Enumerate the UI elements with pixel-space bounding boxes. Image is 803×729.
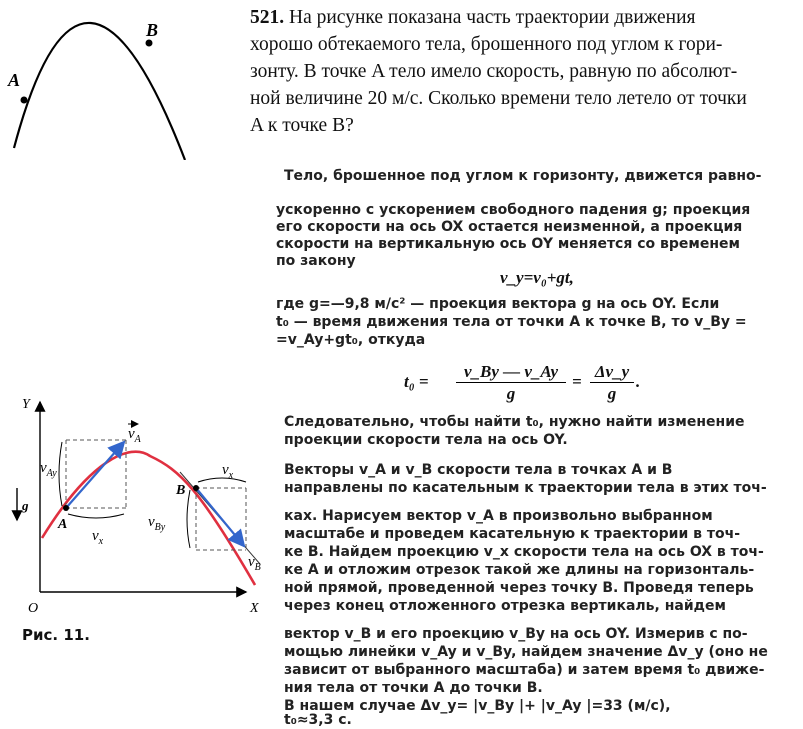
problem-line-2: хорошо обтекаемого тела, брошенного под углом к гори- bbox=[250, 34, 723, 55]
va-vector bbox=[66, 442, 124, 508]
point-a-dot bbox=[63, 505, 69, 511]
solution-line-6: где g=—9,8 м/с² — проекция вектора g на ось OY. Если bbox=[276, 296, 720, 312]
formula-t0-eq: = bbox=[572, 372, 582, 391]
problem-statement bbox=[250, 4, 795, 139]
solution-line-5: по закону bbox=[276, 253, 356, 269]
vby-brace bbox=[187, 490, 190, 548]
solution-line-17: ной прямой, проведенной через точку B. Проведя теперь bbox=[284, 580, 754, 596]
solution-line-14: масштабе и проведем касательную к траектории в точ- bbox=[284, 526, 741, 542]
formula-t0-num: v_By — v_Ay bbox=[456, 362, 566, 383]
problem-line-1 bbox=[250, 4, 795, 31]
problem-line-text: На рисунке показана часть траектории движения bbox=[289, 7, 696, 28]
problem-number: 521. bbox=[250, 7, 285, 28]
vb-vector bbox=[196, 488, 244, 546]
trajectory-figure bbox=[0, 0, 240, 160]
label-b: B bbox=[146, 20, 159, 40]
problem-line-3: зонту. В точке A тело имело скорость, равную по абсолют- bbox=[250, 61, 738, 82]
point-b-label: B bbox=[176, 483, 186, 498]
solution-line-7: t₀ — время движения тела от точки A к точке B, то v_By = bbox=[276, 314, 747, 330]
solution-line-4: скорости на вертикальную ось OY меняется со временем bbox=[276, 236, 740, 252]
label-a: A bbox=[8, 70, 21, 90]
solution-line-1: Тело, брошенное под углом к горизонту, движется равно- bbox=[284, 168, 762, 184]
point-b-dot bbox=[193, 485, 199, 491]
vb-label: $v_B$ bbox=[248, 554, 261, 573]
solution-line-18: через конец отложенного отрезка вертикаль, найдем bbox=[284, 598, 726, 614]
solution-line-20: мощью линейки v_Ay и v_By, найдем значение Δv_y (оно не bbox=[284, 644, 768, 660]
formula-velocity: v_y=v₀+gt, bbox=[500, 268, 574, 287]
solution-line-2: ускоренно с ускорением свободного падения g; проекция bbox=[276, 202, 751, 218]
formula-t0-den: g bbox=[506, 384, 516, 403]
formula-t0-end: . bbox=[636, 372, 641, 391]
vx-b-label: $v_x$ bbox=[222, 462, 234, 481]
solution-line-24: t₀≈3,3 с. bbox=[284, 712, 352, 728]
solution-line-15: ке B. Найдем проекцию v_x скорости тела на ось OX в точ- bbox=[284, 544, 764, 560]
va-label: $v_A$ bbox=[128, 426, 141, 445]
solution-line-13: ках. Нарисуем вектор v_A в произвольно выбранном bbox=[284, 508, 713, 524]
origin-label: O bbox=[28, 601, 39, 616]
solution-line-21: зависит от выбранного масштаба) и затем время t₀ движе- bbox=[284, 662, 765, 678]
vay-brace bbox=[59, 442, 62, 506]
solution-line-23: В нашем случае Δv_y= |v_By |+ |v_Ay |=33 (м/с), bbox=[284, 698, 671, 714]
axis-y-label: Y bbox=[22, 397, 30, 412]
solution-line-10: проекции скорости тела на ось OY. bbox=[284, 432, 568, 448]
axis-x-label: X bbox=[250, 601, 259, 616]
vx-a-brace bbox=[68, 514, 124, 518]
solution-line-12: направлены по касательным к траектории тела в этих точ- bbox=[284, 480, 767, 496]
solution-line-16: ке A и отложим отрезок такой же длины на горизонталь- bbox=[284, 562, 755, 578]
figure-caption: Рис. 11. bbox=[22, 626, 90, 644]
solution-line-19: вектор v_B и его проекцию v_By на ось OY. Измерив с по- bbox=[284, 626, 748, 642]
solution-line-22: ния тела от точки A до точки B. bbox=[284, 680, 543, 696]
velocity-figure bbox=[0, 380, 280, 655]
vx-b-brace bbox=[198, 478, 246, 482]
solution-line-3: его скорости на ось OX остается неизменной, а проекция bbox=[276, 219, 743, 235]
solution-line-8: =v_Ay+gt₀, откуда bbox=[276, 332, 426, 348]
solution-line-11: Векторы v_A и v_B скорости тела в точках A и B bbox=[284, 462, 673, 478]
g-label: g bbox=[22, 498, 29, 513]
formula-t0-den2: g bbox=[607, 384, 617, 403]
vay-label: $v_{Ay}$ bbox=[40, 460, 57, 479]
vx-a-label: $v_x$ bbox=[92, 528, 104, 547]
vby-label: $v_{By}$ bbox=[148, 514, 166, 533]
trajectory-arc bbox=[14, 23, 185, 160]
formula-t0-lhs: t₀ = bbox=[404, 372, 429, 391]
point-b-dot bbox=[146, 40, 153, 47]
point-a-dot bbox=[21, 97, 28, 104]
problem-line-5: A к точке B? bbox=[250, 115, 354, 136]
formula-t0-num2: Δv_y bbox=[590, 362, 634, 383]
point-a-label: A bbox=[58, 517, 68, 532]
solution-line-9: Следовательно, чтобы найти t₀, нужно найти изменение bbox=[284, 414, 745, 430]
problem-line-4: ной величине 20 м/с. Сколько времени тело летело от точки bbox=[250, 88, 747, 109]
